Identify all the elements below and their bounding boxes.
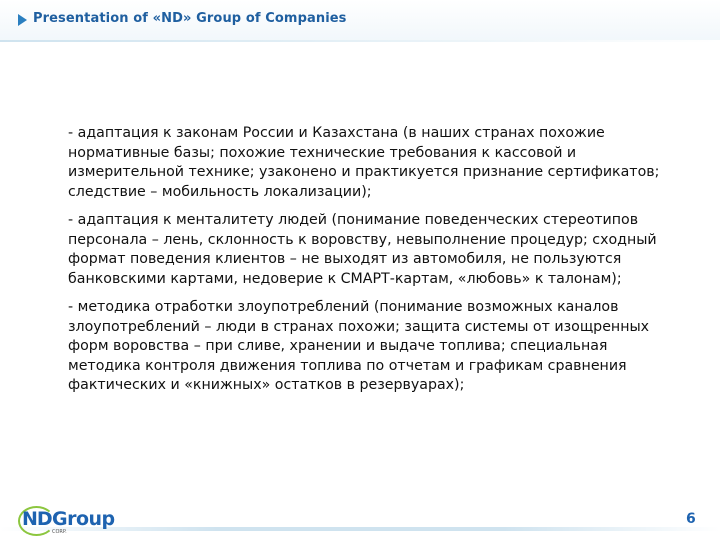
slide-body bbox=[68, 124, 668, 405]
slide-header bbox=[0, 0, 720, 42]
logo-corp-text: CORP. bbox=[52, 529, 67, 535]
slide-title: Presentation of «ND» Group of Companies bbox=[33, 11, 347, 26]
paragraph-abuse-methodology: - методика отработки злоупотреблений (понимание возможных каналов злоупотреблений – люди в странах похожи; защита системы от изощренных форм воровства – при сливе, хранении и выдаче топлива; специальная методика контроля движения топлива по отчетам и графикам сравнения фактических и «книжных» остатков в резервуарах); bbox=[68, 299, 650, 393]
logo-group-text: Group bbox=[52, 508, 115, 530]
logo-nd-text: ND bbox=[22, 508, 52, 530]
triangle-bullet-icon bbox=[18, 14, 27, 26]
page-number: 6 bbox=[686, 511, 696, 527]
header-divider bbox=[0, 40, 720, 42]
paragraph-laws: - адаптация к законам России и Казахстана (в наших странах похожие нормативные базы; похожие технические требования к кассовой и измерительной технике; узаконено и практикуется признание сертификатов; следствие – мобильность локализации); bbox=[68, 125, 660, 200]
paragraph-mentality: - адаптация к менталитету людей (понимание поведенческих стереотипов персонала – лень, склонность к воровству, невыполнение процедур; сходный формат поведения клиентов – не выходят из автомобиля, не пользуются банковскими картами, недоверие к СМАРТ-картам, «любовь» к талонам); bbox=[68, 212, 657, 287]
